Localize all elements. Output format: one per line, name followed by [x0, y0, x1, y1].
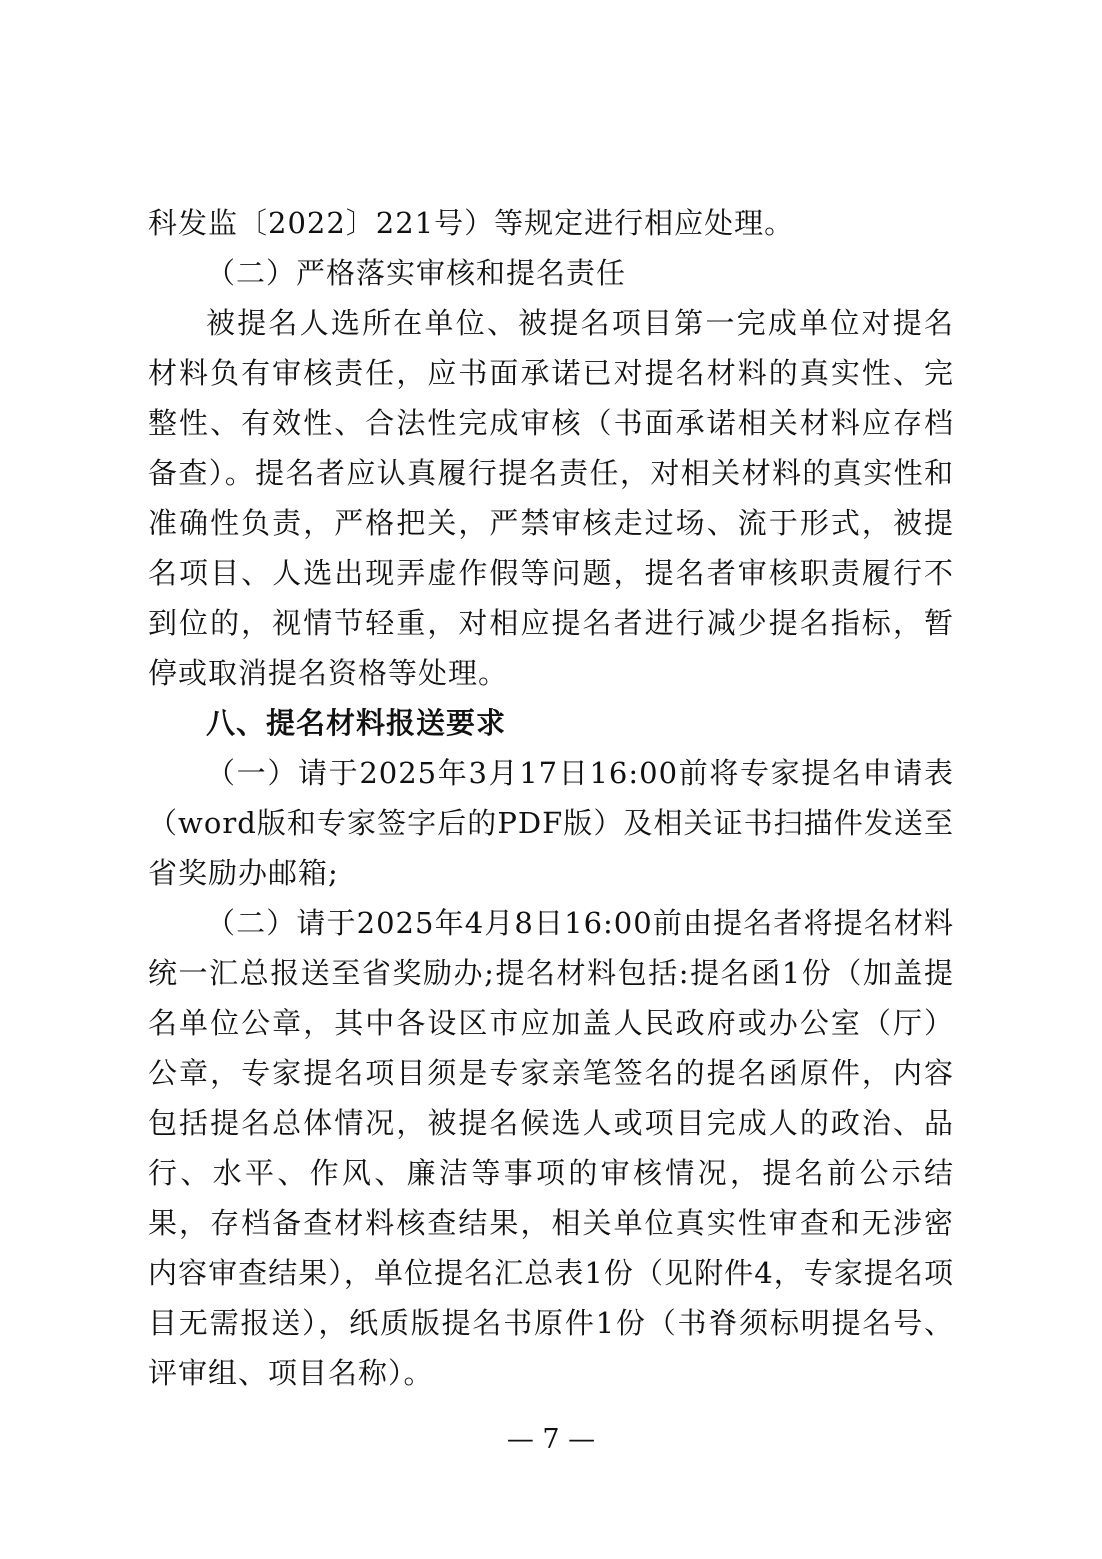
paragraph-submission-1: （一）请于2025年3月17日16:00前将专家提名申请表（word版和专家签字后的PDF版）及相关证书扫描件发送至省奖励办邮箱;: [148, 756, 954, 890]
paragraph-submission-2: （二）请于2025年4月8日16:00前由提名者将提名材料统一汇总报送至省奖励办;提名材料包括:提名函1份（加盖提名单位公章，其中各设区市应加盖人民政府或办公室（厅）公章，专家提名项目须是专家亲笔签名的提名函原件，内容包括提名总体情况，被提名候选人或项目完成人的政治、品行、水平、作风、廉洁等事项的审核情况，提名前公示结果，存档备查材料核查结果，相关单位真实性审查和无涉密内容审查结果），单位提名汇总表1份（见附件4，专家提名项目无需报送），纸质版提名书原件1份（书脊须标明提名号、评审组、项目名称）。: [148, 906, 954, 1390]
paragraph-continuation: 科发监〔2022〕221号）等规定进行相应处理。: [148, 206, 795, 240]
paragraph-review-responsibility: 被提名人选所在单位、被提名项目第一完成单位对提名材料负有审核责任，应书面承诺已对提名材料的真实性、完整性、有效性、合法性完成审核（书面承诺相关材料应存档备查）。提名者应认真履行提名责任，对相关材料的真实性和准确性负责，严格把关，严禁审核走过场、流于形式，被提名项目、人选出现弄虚作假等问题，提名者审核职责履行不到位的，视情节轻重，对相应提名者进行减少提名指标，暂停或取消提名资格等处理。: [148, 306, 954, 690]
page-number: — 7 —: [506, 1424, 596, 1455]
section-heading-submission: 八、提名材料报送要求: [206, 706, 507, 740]
document-body: [148, 198, 954, 1398]
subsection-heading-responsibility: （二）严格落实审核和提名责任: [206, 256, 627, 290]
